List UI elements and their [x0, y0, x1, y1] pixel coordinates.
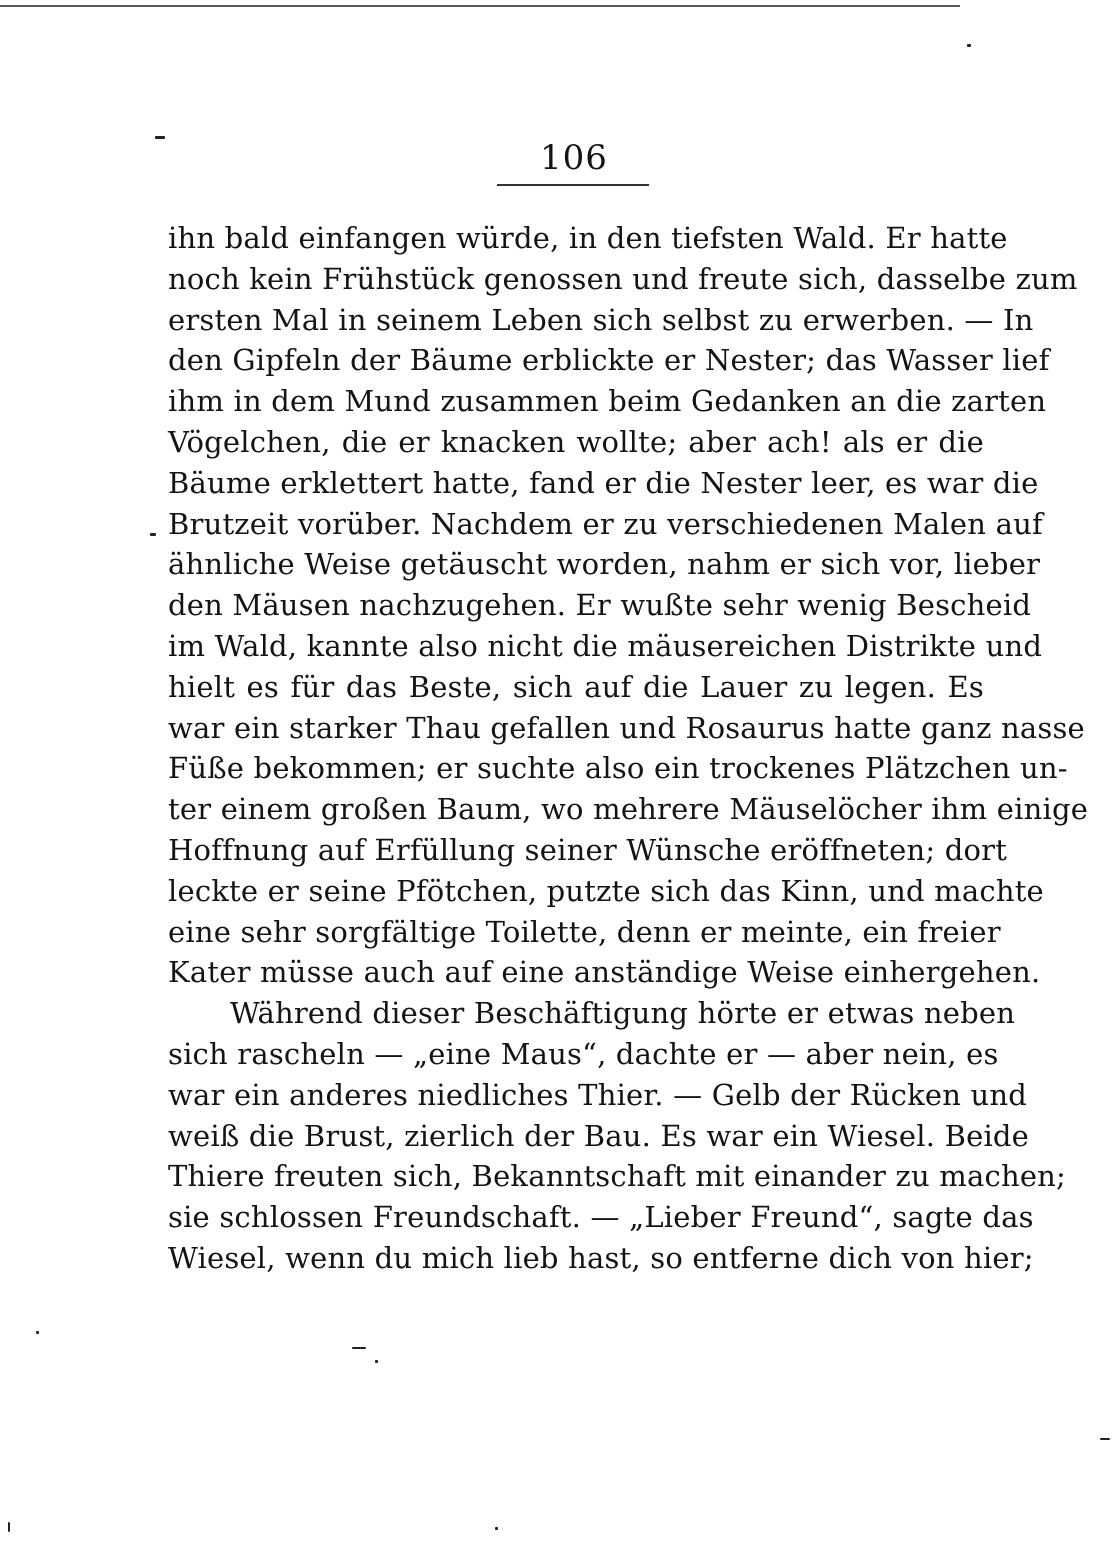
ink-speck: [36, 1331, 39, 1334]
ink-speck: [8, 1522, 10, 1532]
text-line: Füße bekommen; er suchte also ein trockenes Plätzchen un-: [168, 751, 1068, 786]
text-line: Brutzeit vorüber. Nachdem er zu verschiedenen Malen auf: [168, 506, 1043, 541]
text-line: den Gipfeln der Bäume erblickte er Nester; das Wasser lief: [168, 343, 1050, 378]
text-line: den Mäusen nachzugehen. Er wußte sehr wenig Bescheid: [168, 588, 1032, 623]
body-text: [168, 218, 1089, 1279]
text-line: hielt es für das Beste, sich auf die Lauer zu legen. Es: [168, 669, 984, 704]
top-edge-rule: [0, 5, 960, 7]
text-line: ihn bald einfangen würde, in den tiefsten Wald. Er hatte: [168, 221, 1008, 255]
text-line: Thiere freuten sich, Bekanntschaft mit einander zu machen;: [168, 1159, 1067, 1194]
text-line: Wiesel, wenn du mich lieb hast, so entferne dich von hier;: [168, 1240, 1034, 1275]
text-line: ter einem großen Baum, wo mehrere Mäuselöcher ihm einige: [168, 792, 1089, 827]
text-line: sich rascheln — „eine Maus“, dachte er — aber nein, es: [168, 1036, 999, 1071]
page-number: 106: [540, 138, 608, 178]
paragraph-end-line: Kater müsse auch auf eine anständige Weise einhergehen.: [168, 955, 1041, 990]
ink-speck: [375, 1360, 378, 1363]
ink-speck: [495, 1527, 498, 1530]
text-line: ersten Mal in seinem Leben sich selbst zu erwerben. — In: [168, 302, 1034, 337]
text-line: ihm in dem Mund zusammen beim Gedanken an die zarten: [168, 384, 1047, 419]
ink-speck: [352, 1347, 366, 1349]
text-line: ähnliche Weise getäuscht worden, nahm er sich vor, lieber: [168, 547, 1041, 582]
ink-speck: [150, 533, 156, 536]
ink-speck: [967, 44, 971, 47]
text-line: Hoffnung auf Erfüllung seiner Wünsche eröffneten; dort: [168, 832, 1008, 867]
text-line: eine sehr sorgfältige Toilette, denn er meinte, ein freier: [168, 914, 1001, 949]
text-line: war ein starker Thau gefallen und Rosaurus hatte ganz nasse: [168, 710, 1085, 745]
paragraph-start-line: Während dieser Beschäftigung hörte er etwas neben: [230, 996, 1016, 1031]
ink-speck: [1100, 1438, 1110, 1440]
text-line: weiß die Brust, zierlich der Bau. Es war ein Wiesel. Beide: [168, 1118, 1030, 1153]
ink-speck: [155, 136, 165, 139]
text-line: leckte er seine Pfötchen, putzte sich das Kinn, und machte: [168, 873, 1044, 908]
text-line: Bäume erklettert hatte, fand er die Nester leer, es war die: [168, 465, 1039, 500]
text-line: sie schlossen Freundschaft. — „Lieber Freund“, sagte das: [168, 1200, 1034, 1235]
text-line: im Wald, kannte also nicht die mäusereichen Distrikte und: [168, 628, 1043, 663]
text-line: war ein anderes niedliches Thier. — Gelb der Rücken und: [168, 1077, 1028, 1112]
page-number-rule: [497, 184, 649, 186]
text-line: noch kein Frühstück genossen und freute sich, dasselbe zum: [168, 261, 1078, 296]
text-line: Vögelchen, die er knacken wollte; aber ach! als er die: [168, 424, 984, 459]
